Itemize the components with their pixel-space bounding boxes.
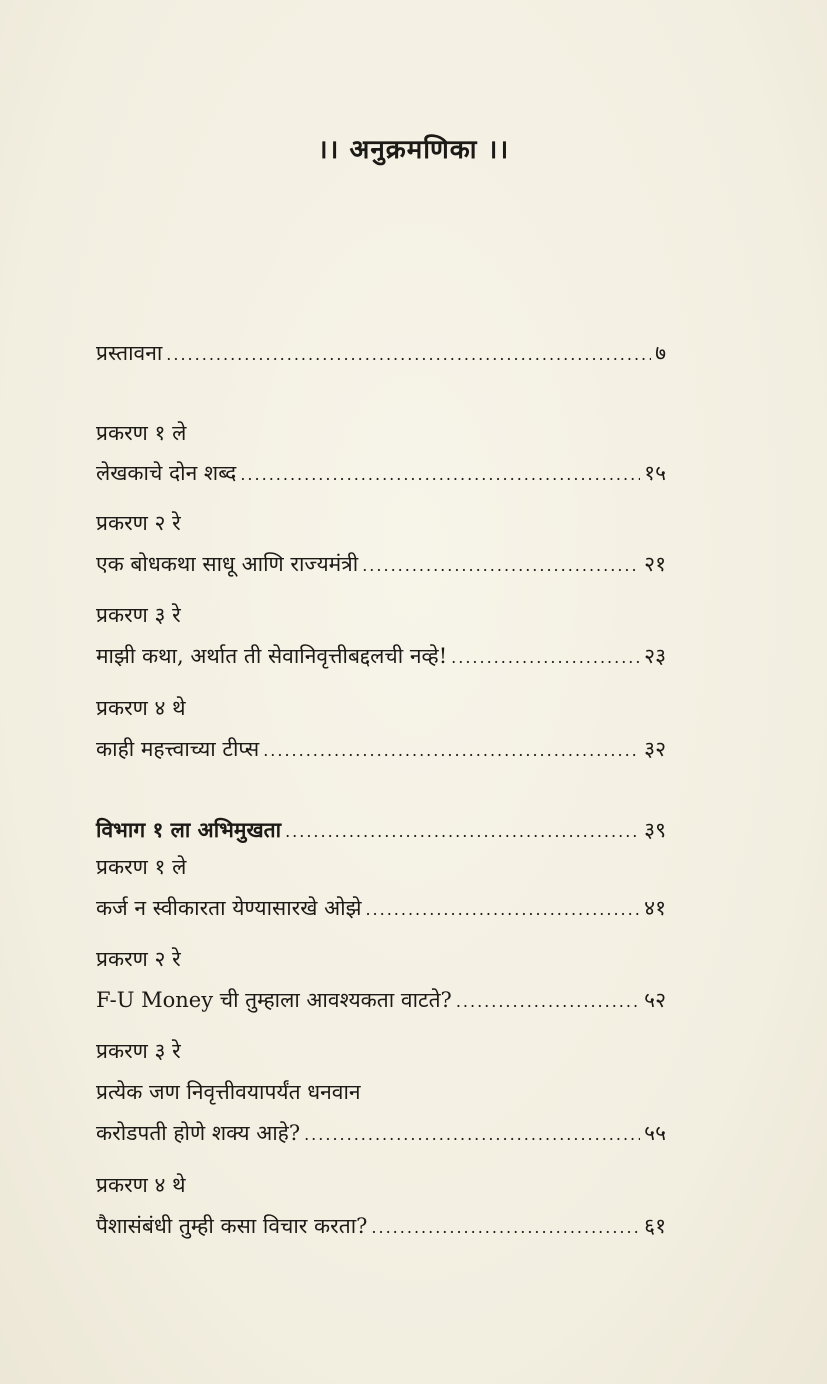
chapter-heading: प्रकरण १ ले <box>96 855 187 879</box>
toc-entry-label: करोडपती होणे शक्य आहे? <box>96 1121 301 1145</box>
chapter-heading: प्रकरण ४ थे <box>96 1173 186 1197</box>
toc-entry <box>96 641 666 673</box>
dot-leader <box>304 1120 640 1150</box>
toc-entry-label: काही महत्त्वाच्या टीप्स <box>96 737 260 761</box>
toc-entry-label: माझी कथा, अर्थात ती सेवानिवृत्तीबद्दलची नव्हे! <box>96 644 448 668</box>
toc-entry <box>96 1118 666 1150</box>
toc-entry-page: ५२ <box>644 988 666 1012</box>
dot-leader <box>263 736 640 766</box>
toc-entry-label: लेखकाचे दोन शब्द <box>96 461 237 485</box>
toc-entry-page: ६१ <box>644 1214 666 1238</box>
chapter-heading: प्रकरण २ रे <box>96 947 181 971</box>
toc-entry <box>96 1211 666 1243</box>
toc-entry <box>96 549 666 581</box>
toc-entry-label-line1: प्रत्येक जण निवृत्तीवयापर्यंत धनवान <box>96 1080 361 1104</box>
chapter-heading: प्रकरण ३ रे <box>96 1039 181 1063</box>
dot-leader <box>240 460 640 490</box>
toc-section-entry <box>96 815 666 847</box>
toc-entry-label: F-U Money ची तुम्हाला आवश्यकता वाटते? <box>96 988 452 1012</box>
toc-entry-page: १५ <box>644 461 666 485</box>
toc-entry <box>96 985 666 1017</box>
chapter-heading: प्रकरण ४ थे <box>96 696 186 720</box>
dot-leader <box>365 895 640 925</box>
toc-section-label: विभाग १ ला अभिमुखता <box>96 817 282 842</box>
dot-leader <box>166 340 651 370</box>
toc-entry <box>96 458 666 490</box>
toc-entry <box>96 734 666 766</box>
toc-entry <box>96 893 666 925</box>
toc-entry-page: ४१ <box>644 896 666 920</box>
toc-entry-preface <box>96 338 666 370</box>
toc-entry-page: ७ <box>655 341 666 365</box>
toc-entry-page: ३२ <box>644 737 666 761</box>
toc-entry-page: ५५ <box>644 1121 666 1145</box>
dot-leader <box>456 987 640 1017</box>
toc-entry-page: ३९ <box>644 818 666 842</box>
chapter-heading: प्रकरण १ ले <box>96 421 187 445</box>
toc-entry-label: प्रस्तावना <box>96 341 163 365</box>
toc-entry-label: एक बोधकथा साधू आणि राज्यमंत्री <box>96 552 359 576</box>
chapter-heading: प्रकरण २ रे <box>96 511 181 535</box>
dot-leader <box>285 817 640 847</box>
toc-entry-page: २३ <box>644 644 666 668</box>
dot-leader <box>362 551 640 581</box>
dot-leader <box>451 643 640 673</box>
toc-entry-label: पैशासंबंधी तुम्ही कसा विचार करता? <box>96 1214 368 1238</box>
dot-leader <box>371 1213 640 1243</box>
toc-entry-label: कर्ज न स्वीकारता येण्यासारखे ओझे <box>96 896 362 920</box>
toc-entry-page: २१ <box>644 552 666 576</box>
page-title: ।। अनुक्रमणिका ।। <box>317 135 510 165</box>
chapter-heading: प्रकरण ३ रे <box>96 603 181 627</box>
